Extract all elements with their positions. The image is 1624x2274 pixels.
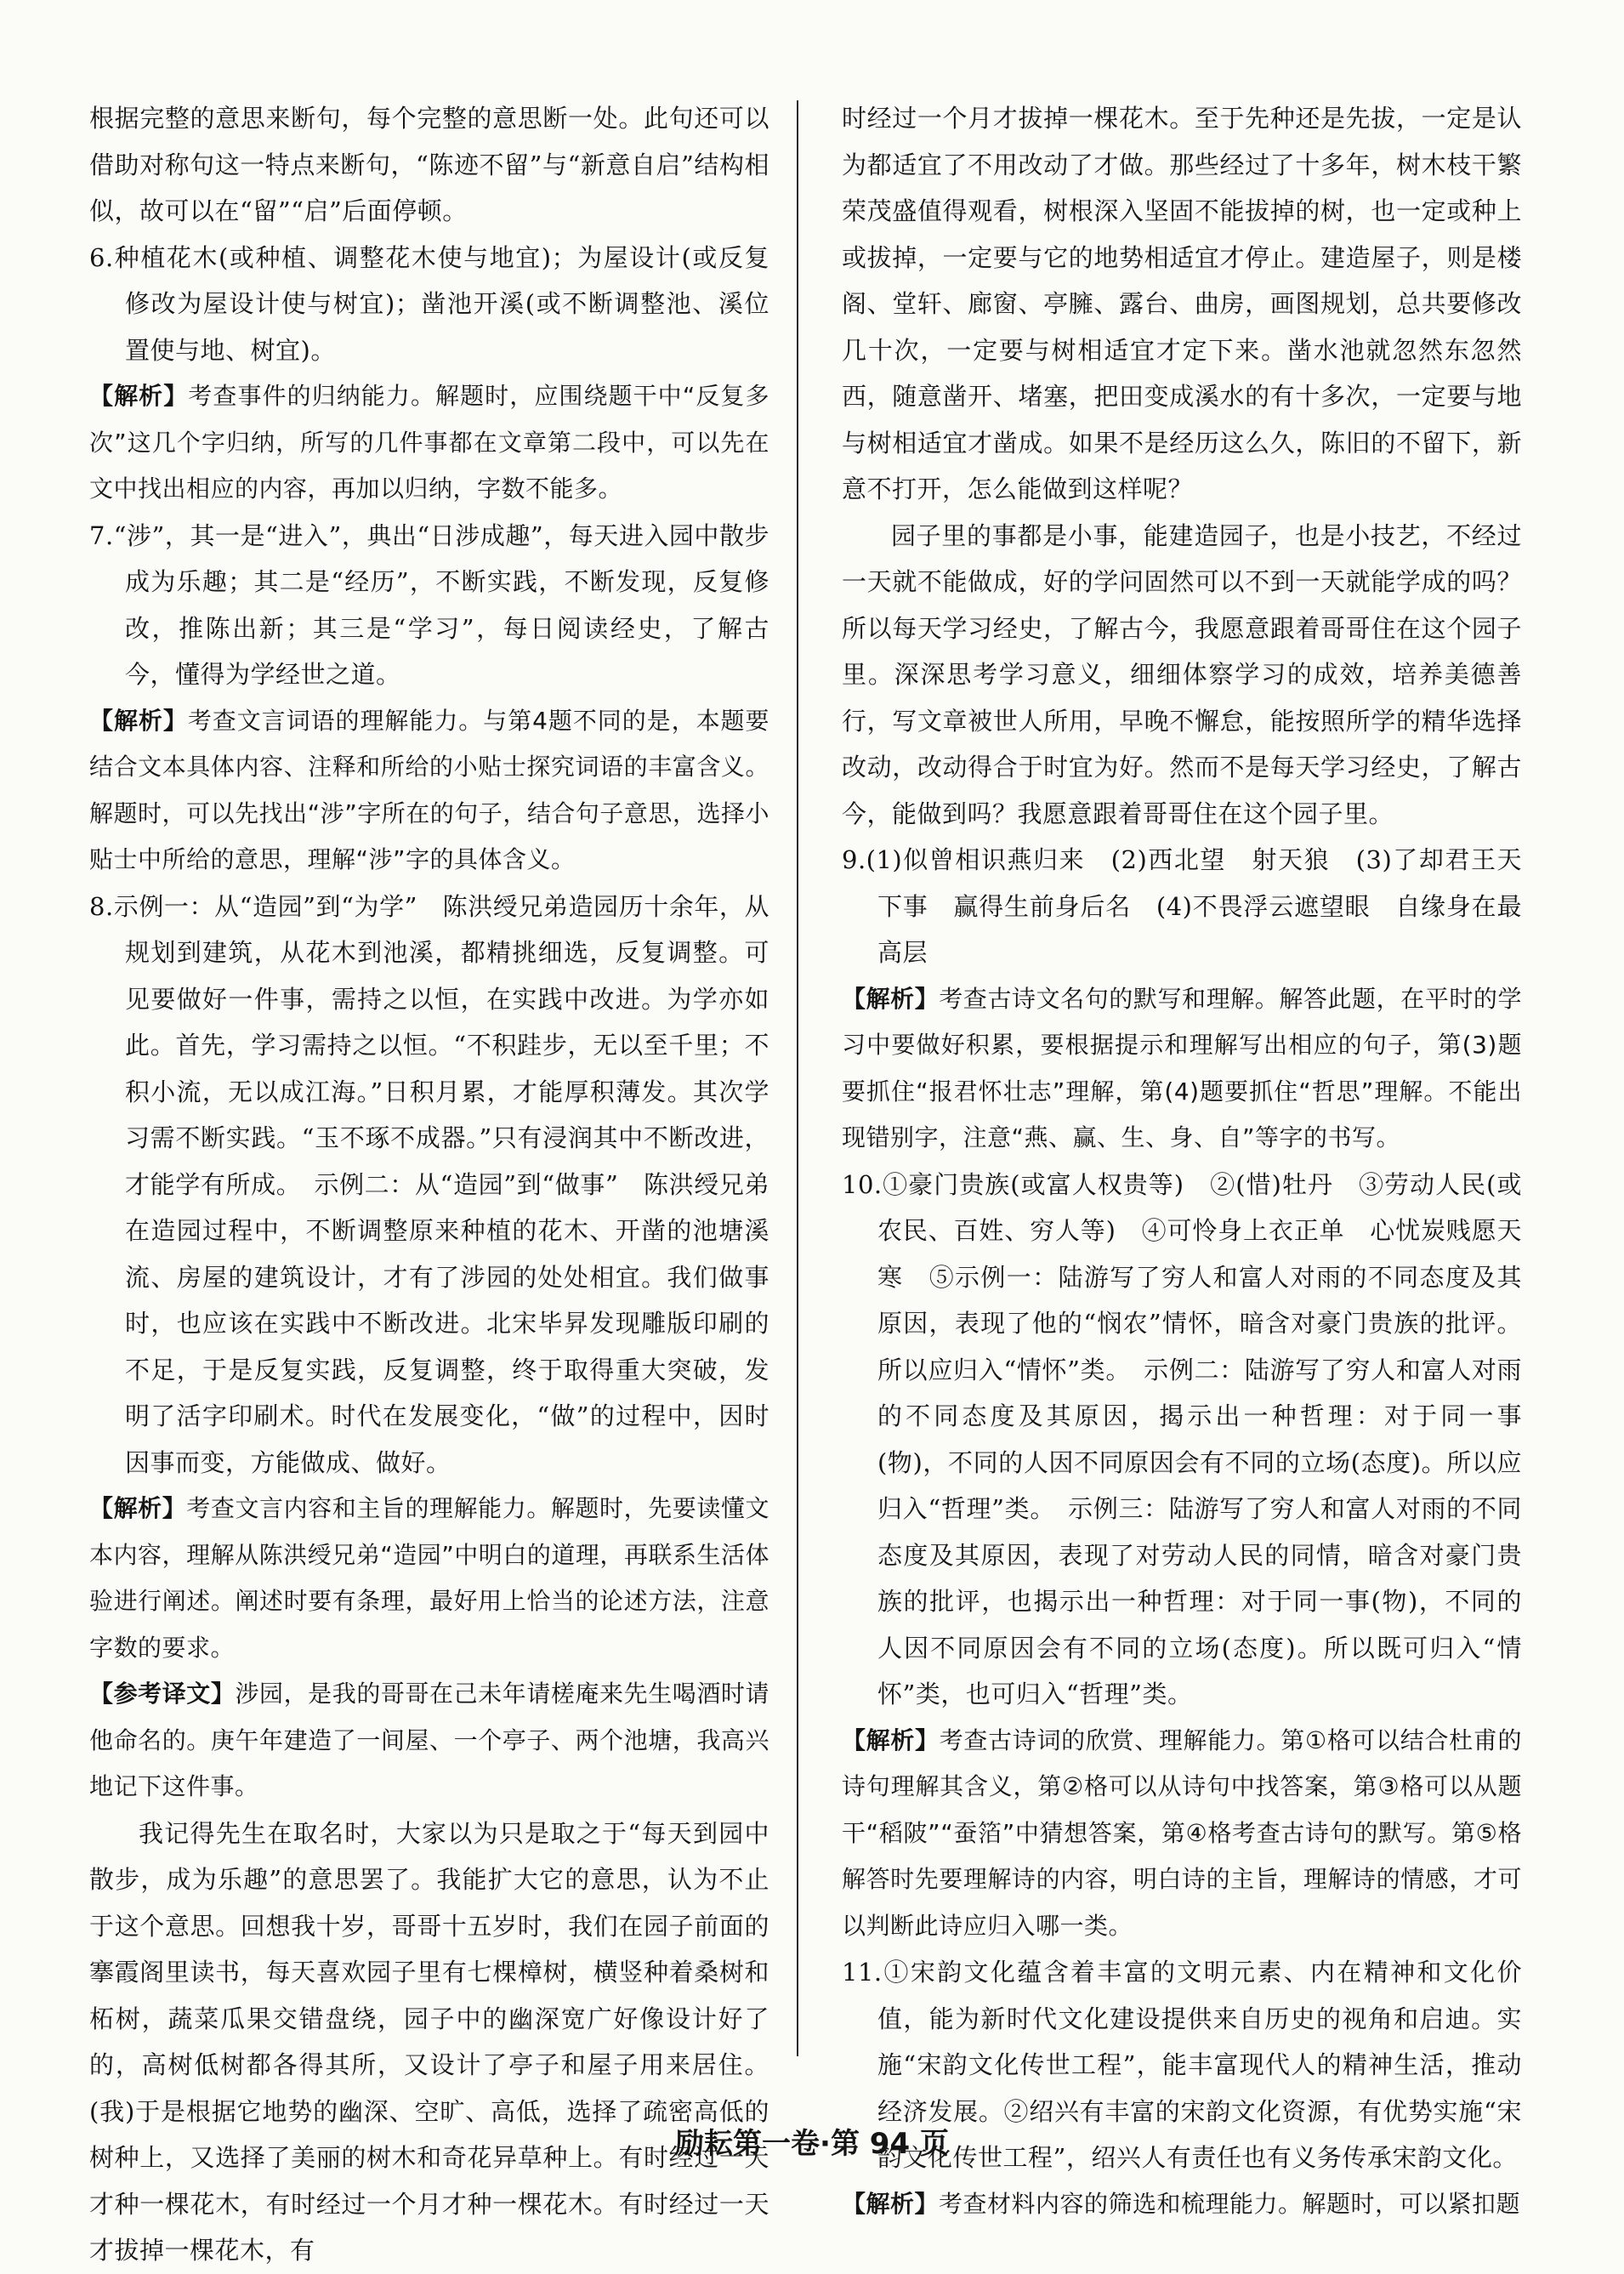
paragraph-text: 10.①豪门贵族(或富人权贵等) ②(惜)牡丹 ③劳动人民(或农民、百姓、穷人等) ④可怜身上衣正单 心忧炭贱愿天寒 ⑤示例一：陆游写了穷人和富人对雨的不同态度及其原因，表现了他的“悯农”情怀，暗含对豪门贵族的批评。所以应归入“情怀”类。 示例二：陆游写了穷人和富人对雨的不同态度及其原因，揭示出一种哲理：对于同一事(物)，不同的人因不同原因会有不同的立场(态度)。所以应归入“哲理”类。 示例三：陆游写了穷人和富人对雨的不同态度及其原因，表现了对劳动人民的同情，暗含对豪门贵族的批评，也揭示出一种哲理：对于同一事(物)，不同的人因不同原因会有不同的立场(态度)。所以既可归入“情怀”类，也可归入“哲理”类。 [842,1169,1522,1708]
paragraph-text: 考查事件的归纳能力。解题时，应围绕题干中“反复多次”这几个字归纳，所写的几件事都在文章第二段中，可以先在文中找出相应的内容，再加以归纳，字数不能多。 [89,382,769,503]
column-divider [797,100,798,2056]
right-column [842,95,1522,2227]
paragraph-text: 我记得先生在取名时，大家以为只是取之于“每天到园中散步，成为乐趣”的意思罢了。我能扩大它的意思，认为不止于这个意思。回想我十岁，哥哥十五岁时，我们在园子前面的搴霞阁里读书，每天喜欢园子里有七棵樟树，横竖种着桑树和柘树，蔬菜瓜果交错盘绕，园子中的幽深宽广好像设计好了的，高树低树都各得其所，又设计了亭子和屋子用来居住。(我)于是根据它地势的幽深、空旷、高低，选择了疏密高低的树种上，又选择了美丽的树木和奇花异草种上。有时经过一天才种一棵花木，有时经过一个月才种一棵花木。有时经过一天才拔掉一棵花木，有 [89,1818,769,2265]
section-tag: 【解析】 [89,1494,187,1522]
analysis-paragraph [89,1671,769,1811]
analysis-paragraph [89,1486,769,1671]
page-footer: 励耘第一卷·第 94 页 [675,2127,949,2161]
paragraph-text: 时经过一个月才拔掉一棵花木。至于先种还是先拔，一定是认为都适宜了不用改动了才做。那些经过了十多年，树木枝干繁荣茂盛值得观看，树根深入坚固不能拔掉的树，也一定或种上或拔掉，一定要与它的地势相适宜才停止。建造屋子，则是楼阁、堂轩、廊窗、亭臃、露台、曲房，画图规划，总共要修改几十次，一定要与树相适宜才定下来。凿水池就忽然东忽然西，随意凿开、堵塞，把田变成溪水的有十多次，一定要与地与树相适宜才凿成。如果不是经历这么久，陈旧的不留下，新意不打开，怎么能做到这样呢？ [842,104,1522,503]
paragraph-text: 6.种植花木(或种植、调整花木使与地宜)；为屋设计(或反复修改为屋设计使与树宜)；凿池开溪(或不断调整池、溪位置使与地、树宜)。 [89,242,769,365]
section-tag: 【解析】 [89,382,189,410]
analysis-paragraph [842,976,1522,1162]
continued-paragraph [89,95,769,235]
paragraph-text: 考查古诗词的欣赏、理解能力。第①格可以结合杜甫的诗句理解其含义，第②格可以从诗句中找答案，第③格可以从题干“稻陂”“蚕箔”中猜想答案，第④格考查古诗句的默写。第⑤格解答时先要理解诗的内容，明白诗的主旨，理解诗的情感，才可以判断此诗应归入哪一类。 [842,1725,1522,1940]
paragraph-text: 考查文言内容和主旨的理解能力。解题时，先要读懂文本内容，理解从陈洪绶兄弟“造园”中明白的道理，再联系生活体验进行阐述。阐述时要有条理，最好用上恰当的论述方法，注意字数的要求。 [89,1494,769,1662]
paragraph-text: 考查材料内容的筛选和梳理能力。解题时，可以紧扣题 [939,2189,1521,2218]
section-tag: 【参考译文】 [89,1680,236,1708]
paragraph-text: 9.(1)似曾相识燕归来 (2)西北望 射天狼 (3)了却君王天下事 赢得生前身后名 (4)不畏浮云遮望眼 自缘身在最高层 [842,845,1522,967]
paragraph-text: 涉园，是我的哥哥在己未年请槎庵来先生喝酒时请他命名的。庚午年建造了一间屋、一个亭子、两个池塘，我高兴地记下这件事。 [89,1680,769,1800]
translation-paragraph [89,1811,769,2274]
analysis-paragraph [842,2181,1522,2228]
section-tag: 【解析】 [842,984,940,1013]
paragraph-text: 园子里的事都是小事，能建造园子，也是小技艺，不经过一天就不能做成，好的学问固然可以不到一天就能学成的吗？所以每天学习经史，了解古今，我愿意跟着哥哥住在这个园子里。深深思考学习意义，细细体察学习的成效，培养美德善行，写文章被世人所用，早晚不懈怠，能按照所学的精华选择改动，改动得合于时宜为好。然而不是每天学习经史，了解古今，能做到吗？我愿意跟着哥哥住在这个园子里。 [842,520,1522,828]
section-tag: 【解析】 [842,2189,940,2218]
left-column [89,95,769,2274]
analysis-paragraph [89,373,769,513]
paragraph-text: 7.“涉”，其一是“进入”，典出“日涉成趣”，每天进入园中散步成为乐趣；其二是“经历”，不断实践，不断发现，反复修改，推陈出新；其三是“学习”，每日阅读经史，了解古今，懂得为学经世之道。 [89,520,769,689]
answer-item [89,235,769,374]
analysis-paragraph [842,1718,1522,1950]
answer-item [842,837,1522,976]
answer-item [842,1162,1522,1718]
continued-paragraph [842,95,1522,513]
paragraph-text: 11.①宋韵文化蕴含着丰富的文明元素、内在精神和文化价值，能为新时代文化建设提供来自历史的视角和启迪。实施“宋韵文化传世工程”，能丰富现代人的精神生活，推动经济发展。②绍兴有丰富的宋韵文化资源，有优势实施“宋韵文化传世工程”，绍兴人有责任也有义务传承宋韵文化。 [842,1958,1522,2172]
answer-item [89,884,769,1487]
answer-item [89,513,769,698]
paragraph-text: 考查古诗文名句的默写和理解。解答此题，在平时的学习中要做好积累，要根据提示和理解写出相应的句子，第(3)题要抓住“报君怀壮志”理解，第(4)题要抓住“哲思”理解。不能出现错别字，注意“燕、赢、生、身、自”等字的书写。 [842,984,1522,1151]
section-tag: 【解析】 [842,1725,940,1754]
paragraph-text: 考查文言词语的理解能力。与第4题不同的是，本题要结合文本具体内容、注释和所给的小贴士探究词语的丰富含义。解题时，可以先找出“涉”字所在的句子，结合句子意思，选择小贴士中所给的意思，理解“涉”字的具体含义。 [89,706,769,873]
paragraph-text: 根据完整的意思来断句，每个完整的意思断一处。此句还可以借助对称句这一特点来断句，“陈迹不留”与“新意自启”结构相似，故可以在“留”“启”后面停顿。 [89,104,769,225]
section-tag: 【解析】 [89,706,188,735]
paragraph-text: 8.示例一：从“造园”到“为学” 陈洪绶兄弟造园历十余年，从规划到建筑，从花木到池溪，都精挑细选，反复调整。可见要做好一件事，需持之以恒，在实践中改进。为学亦如此。首先，学习需持之以恒。“不积跬步，无以至千里；不积小流，无以成江海。”日积月累，才能厚积薄发。其次学习需不断实践。“玉不琢不成器。”只有浸润其中不断改进，才能学有所成。 示例二：从“造园”到“做事” 陈洪绶兄弟在造园过程中，不断调整原来种植的花木、开凿的池塘溪流、房屋的建筑设计，才有了涉园的处处相宜。我们做事时，也应该在实践中不断改进。北宋毕昇发现雕版印刷的不足，于是反复实践，反复调整，终于取得重大突破，发明了活字印刷术。时代在发展变化，“做”的过程中，因时因事而变，方能做成、做好。 [89,891,769,1477]
analysis-paragraph [89,698,769,884]
translation-paragraph [842,513,1522,838]
